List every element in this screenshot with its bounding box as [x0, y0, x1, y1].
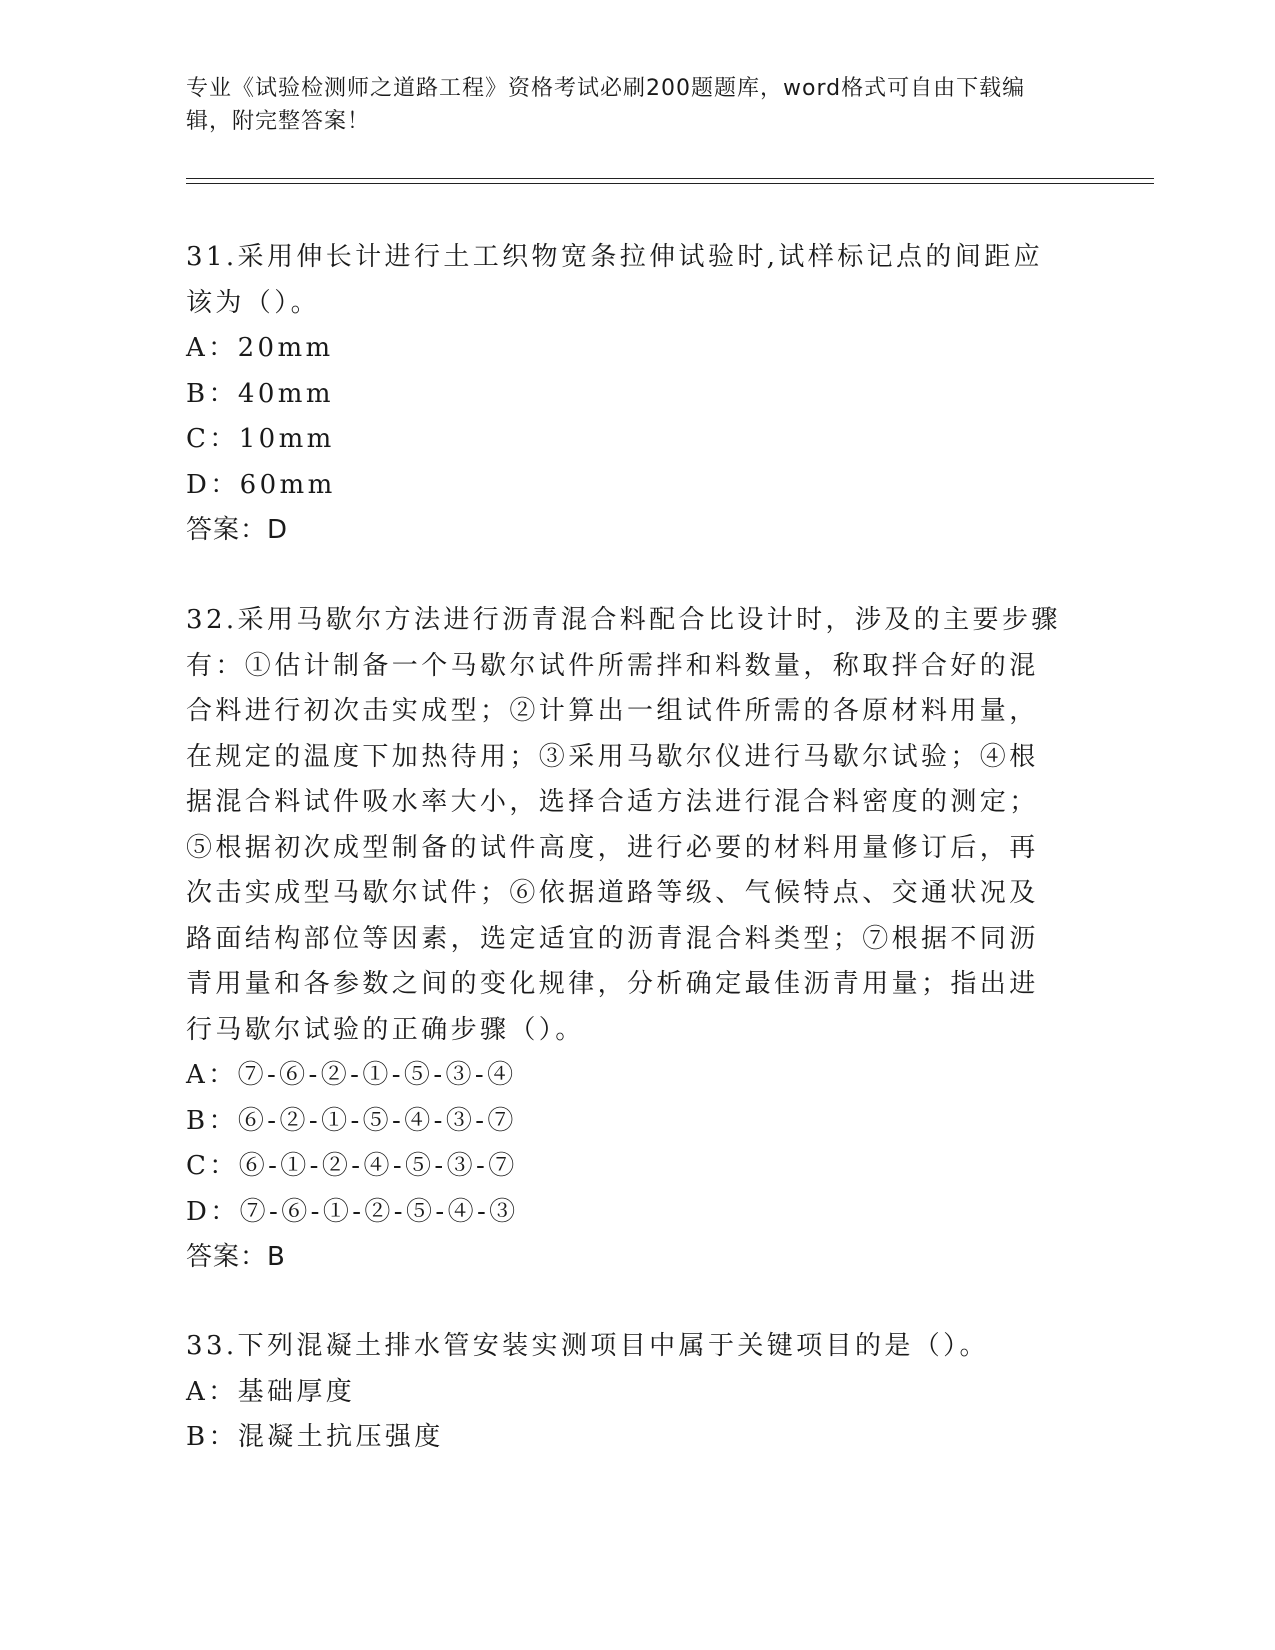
question-stem: 31.采用伸长计进行土工织物宽条拉伸试验时,试样标记点的间距应该为（）。 [186, 242, 1044, 318]
option-a: A：20mm [186, 333, 334, 363]
option-b: B：⑥-②-①-⑤-④-③-⑦ [186, 1105, 517, 1136]
option-a: A：基础厚度 [186, 1376, 356, 1407]
option-b: B：40mm [186, 378, 334, 409]
option-c: C：10mm [186, 424, 335, 454]
question-31 [186, 235, 1066, 554]
option-d: D：⑦-⑥-①-②-⑤-④-③ [186, 1196, 519, 1227]
question-stem: 32.采用马歇尔方法进行沥青混合料配合比设计时，涉及的主要步骤有：①估计制备一个马歇尔试件所需拌和料数量，称取拌合好的混合料进行初次击实成型；②计算出一组试件所需的各原材料用量，在规定的温度下加热待用；③采用马歇尔仪进行马歇尔试验；④根据混合料试件吸水率大小，选择合适方法进行混合料密度的测定；⑤根据初次成型制备的试件高度，进行必要的材料用量修订后，再次击实成型马歇尔试件；⑥依据道路等级、气候特点、交通状况及路面结构部位等因素，选定适宜的沥青混合料类型；⑦根据不同沥青用量和各参数之间的变化规律，分析确定最佳沥青用量；指出进行马歇尔试验的正确步骤（）。 [186, 605, 1061, 1045]
answer-line: 答案：B [186, 1242, 286, 1272]
question-33 [186, 1324, 1066, 1461]
header-divider-bottom [186, 183, 1154, 184]
question-stem: 33.下列混凝土排水管安装实测项目中属于关键项目的是（）。 [186, 1331, 989, 1361]
option-c: C：⑥-①-②-④-⑤-③-⑦ [186, 1151, 518, 1181]
question-32 [186, 598, 1066, 1281]
answer-line: 答案：D [186, 515, 289, 545]
option-a: A：⑦-⑥-②-①-⑤-③-④ [186, 1060, 517, 1090]
document-header: 专业《试验检测师之道路工程》资格考试必刷200题题库，word格式可自由下载编辑，附完整答案！ [186, 76, 1026, 134]
option-b: B：混凝土抗压强度 [186, 1422, 444, 1452]
header-divider-top [186, 178, 1154, 179]
option-d: D：60mm [186, 469, 336, 500]
